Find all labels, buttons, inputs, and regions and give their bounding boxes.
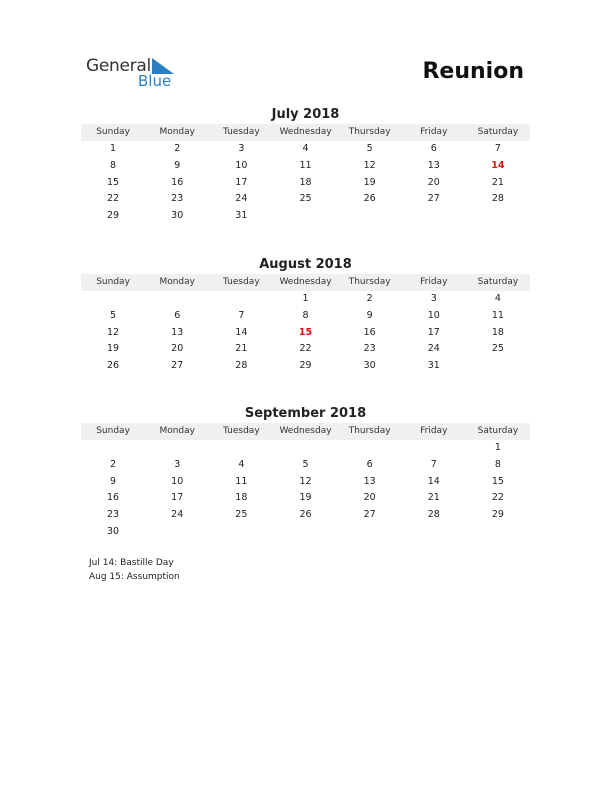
month-title: September 2018 [244, 406, 367, 421]
weekday-label: Wednesday [279, 426, 332, 436]
day-cell: 21 [427, 492, 440, 504]
day-cell: 11 [235, 475, 248, 487]
weekday-label: Saturday [477, 426, 519, 436]
week-row [81, 341, 530, 358]
weekday-header-row [81, 423, 530, 440]
day-cell: 1 [494, 442, 501, 453]
weekday-header-row [81, 274, 530, 291]
day-cell: 4 [494, 293, 501, 304]
day-cell: 6 [430, 143, 437, 154]
day-cell: 12 [107, 326, 120, 338]
day-cell: 18 [235, 492, 248, 504]
day-cell: 25 [235, 509, 248, 521]
day-cell [81, 440, 145, 457]
weekday-label: Monday [159, 426, 195, 436]
week-row [81, 308, 530, 325]
weekday-label: Thursday [348, 277, 391, 287]
day-cell: 5 [110, 309, 117, 321]
day-cell: 17 [235, 176, 248, 188]
day-cell: 27 [427, 193, 440, 205]
day-cell: 30 [171, 210, 184, 222]
day-cell [402, 208, 466, 225]
weekday-label: Thursday [348, 426, 391, 436]
day-cell: 17 [427, 326, 440, 338]
day-cell: 1 [110, 143, 117, 154]
holiday-note: Aug 15: Assumption [89, 571, 180, 582]
day-cell: 15 [107, 176, 120, 188]
day-cell: 2 [174, 143, 181, 154]
day-cell: 10 [235, 159, 248, 171]
weekday-label: Sunday [96, 426, 130, 436]
day-cell: 3 [238, 143, 245, 154]
weekday-label: Saturday [477, 277, 519, 287]
day-cell: 23 [107, 509, 120, 521]
country-title: Reunion [422, 59, 524, 84]
day-cell [338, 524, 402, 541]
day-cell: 31 [235, 210, 248, 222]
day-cell: 14 [235, 326, 248, 338]
day-cell [273, 208, 337, 225]
weekday-label: Friday [420, 127, 448, 137]
week-row [81, 524, 530, 541]
day-cell: 7 [494, 143, 501, 154]
day-cell: 11 [491, 309, 504, 321]
week-row [81, 325, 530, 342]
day-cell: 8 [302, 309, 309, 321]
day-cell: 24 [171, 509, 184, 521]
week-row [81, 440, 530, 457]
day-cell: 20 [171, 343, 184, 355]
day-cell: 13 [363, 475, 376, 487]
day-cell: 28 [427, 509, 440, 521]
weekday-label: Tuesday [223, 277, 260, 287]
day-cell: 3 [174, 458, 181, 470]
day-cell: 19 [363, 176, 376, 188]
day-cell: 29 [107, 210, 120, 222]
day-cell: 14 [427, 475, 440, 487]
month-title: July 2018 [271, 107, 340, 122]
weekday-label: Sunday [96, 127, 130, 137]
day-cell: 25 [299, 193, 312, 205]
day-cell: 1 [302, 293, 309, 304]
day-cell [145, 524, 209, 541]
week-row [81, 141, 530, 158]
day-cell: 6 [174, 309, 181, 321]
month-july [81, 106, 530, 225]
day-cell: 10 [427, 309, 440, 321]
day-cell: 23 [363, 343, 376, 355]
day-cell: 26 [363, 193, 376, 205]
day-cell: 9 [174, 159, 181, 171]
weekday-label: Tuesday [223, 127, 260, 137]
weekday-label: Friday [420, 426, 448, 436]
day-cell: 18 [299, 176, 312, 188]
week-row [81, 358, 530, 375]
day-cell [402, 524, 466, 541]
day-cell: 28 [235, 360, 248, 372]
day-cell: 29 [491, 509, 504, 521]
day-cell: 21 [235, 343, 248, 355]
day-cell [338, 208, 402, 225]
day-cell [81, 291, 145, 308]
day-cell: 3 [430, 293, 437, 304]
weekday-label: Monday [159, 127, 195, 137]
day-cell: 5 [366, 143, 373, 154]
day-cell [273, 440, 337, 457]
day-cell: 19 [107, 343, 120, 355]
day-cell: 12 [299, 475, 312, 487]
holiday-day-cell: 15 [298, 326, 313, 338]
weekday-label: Wednesday [279, 127, 332, 137]
weekday-label: Tuesday [223, 426, 260, 436]
weekday-label: Thursday [348, 127, 391, 137]
day-cell: 31 [427, 360, 440, 372]
week-row [81, 490, 530, 507]
day-cell [402, 440, 466, 457]
day-cell: 30 [107, 525, 120, 537]
day-cell [273, 524, 337, 541]
day-cell: 2 [110, 458, 117, 470]
day-cell: 29 [299, 360, 312, 372]
week-row [81, 158, 530, 175]
holiday-notes [89, 557, 180, 584]
day-cell: 6 [366, 458, 373, 470]
day-cell: 19 [299, 492, 312, 504]
day-cell: 24 [427, 343, 440, 355]
logo [86, 56, 186, 92]
week-row [81, 291, 530, 308]
day-cell: 11 [299, 159, 312, 171]
day-cell: 22 [299, 343, 312, 355]
day-cell: 21 [491, 176, 504, 188]
weekday-label: Monday [159, 277, 195, 287]
month-august [81, 256, 530, 375]
week-row [81, 191, 530, 208]
weekday-label: Saturday [477, 127, 519, 137]
day-cell: 27 [363, 509, 376, 521]
day-cell: 26 [299, 509, 312, 521]
day-cell: 10 [171, 475, 184, 487]
day-cell [209, 524, 273, 541]
day-cell [466, 358, 530, 375]
weekday-header-row [81, 124, 530, 141]
day-cell: 7 [430, 458, 437, 470]
day-cell: 28 [491, 193, 504, 205]
day-cell [145, 291, 209, 308]
weekday-label: Wednesday [279, 277, 332, 287]
day-cell: 4 [302, 143, 309, 154]
day-cell: 22 [107, 193, 120, 205]
day-cell [466, 208, 530, 225]
day-cell: 17 [171, 492, 184, 504]
month-september [81, 405, 530, 541]
week-row [81, 457, 530, 474]
day-cell: 18 [491, 326, 504, 338]
day-cell: 4 [238, 458, 245, 470]
day-cell: 13 [171, 326, 184, 338]
day-cell: 13 [427, 159, 440, 171]
day-cell [338, 440, 402, 457]
day-cell: 16 [363, 326, 376, 338]
day-cell [466, 524, 530, 541]
weekday-label: Sunday [96, 277, 130, 287]
day-cell: 8 [110, 159, 117, 171]
day-cell: 2 [366, 293, 373, 304]
day-cell: 27 [171, 360, 184, 372]
day-cell: 25 [491, 343, 504, 355]
week-row [81, 175, 530, 192]
day-cell: 22 [491, 492, 504, 504]
month-title: August 2018 [259, 257, 352, 272]
week-row [81, 208, 530, 225]
day-cell: 15 [491, 475, 504, 487]
day-cell: 12 [363, 159, 376, 171]
logo-text-general: General [86, 56, 151, 76]
weekday-label: Friday [420, 277, 448, 287]
day-cell: 30 [363, 360, 376, 372]
day-cell [145, 440, 209, 457]
day-cell: 24 [235, 193, 248, 205]
day-cell: 9 [110, 475, 117, 487]
day-cell: 26 [107, 360, 120, 372]
week-row [81, 507, 530, 524]
day-cell: 7 [238, 309, 245, 321]
day-cell: 16 [107, 492, 120, 504]
day-cell: 9 [366, 309, 373, 321]
holiday-day-cell: 14 [491, 159, 505, 171]
week-row [81, 474, 530, 491]
day-cell: 20 [363, 492, 376, 504]
day-cell: 16 [171, 176, 184, 188]
holiday-note: Jul 14: Bastille Day [89, 558, 174, 568]
day-cell: 5 [302, 458, 309, 470]
day-cell: 23 [171, 193, 184, 205]
day-cell [209, 440, 273, 457]
day-cell: 20 [427, 176, 440, 188]
day-cell: 8 [494, 458, 501, 470]
logo-text-blue: Blue [138, 72, 172, 90]
day-cell [209, 291, 273, 308]
